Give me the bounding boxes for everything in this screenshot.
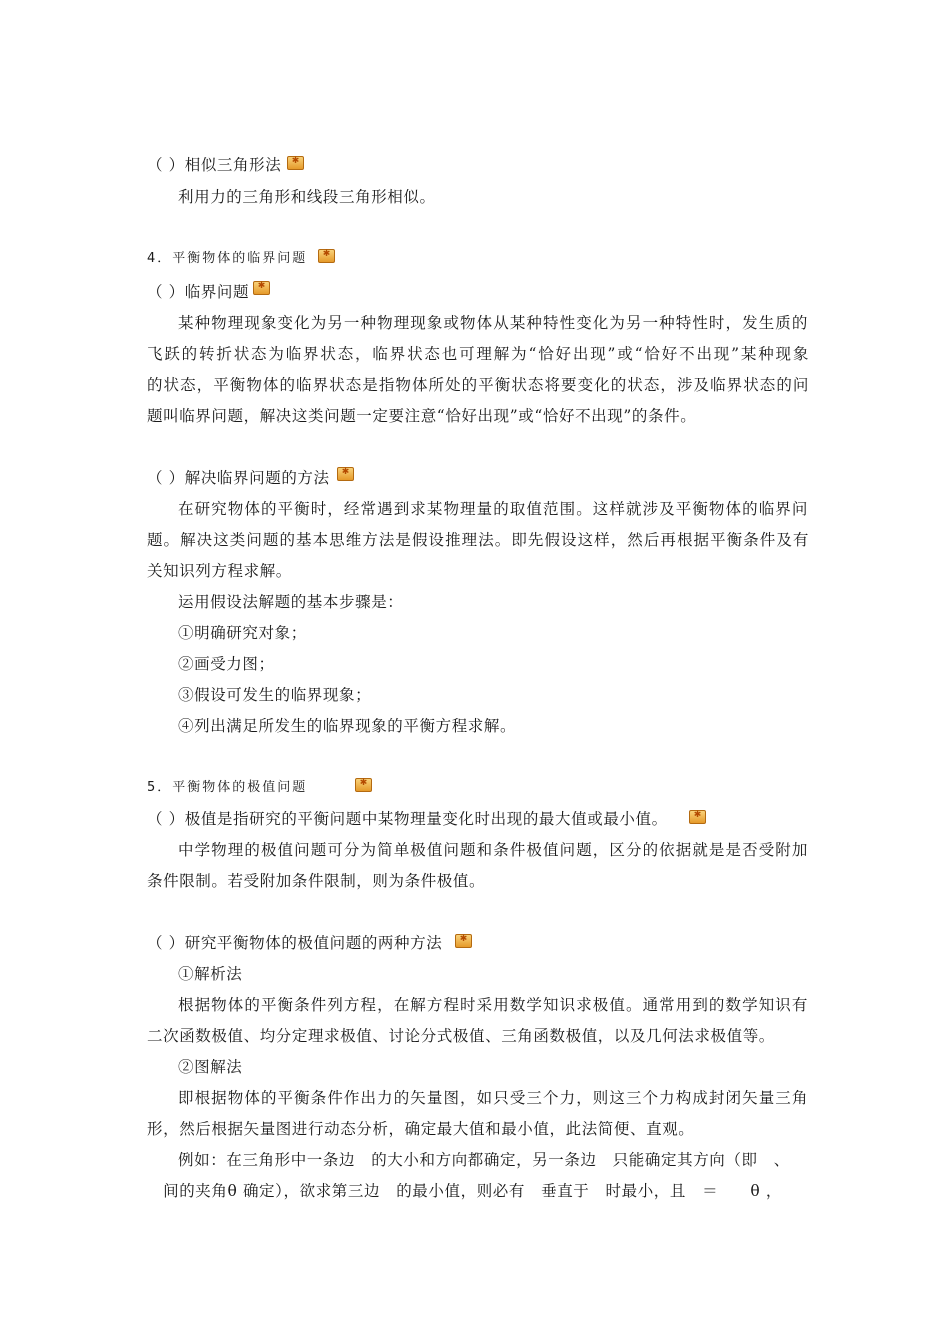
subheading-extremum-definition: （ ）极值是指研究的平衡问题中某物理量变化时出现的最大值或最小值。 (147, 810, 668, 828)
paragraph-line: 例如：在三角形中一条边 的大小和方向都确定，另一条边 只能确定其方向（即 、 (178, 1151, 790, 1169)
list-item: ②图解法 (178, 1058, 243, 1076)
note-icon[interactable] (455, 934, 472, 948)
paragraph-line: 关知识列方程求解。 (147, 562, 292, 580)
paragraph-line: 题。解决这类问题的基本思维方法是假设推理法。即先假设这样，然后再根据平衡条件及有 (147, 531, 809, 549)
list-item: ②画受力图； (178, 655, 275, 673)
list-item: ③假设可发生的临界现象； (178, 686, 372, 704)
section-heading-5: 5．平衡物体的极值问题 (147, 780, 308, 795)
paragraph-line: 形，然后根据矢量图进行动态分析，确定最大值和最小值，此法简便、直观。 (147, 1120, 695, 1138)
note-icon[interactable] (287, 156, 304, 170)
paragraph-line: 某种物理现象变化为另一种物理现象或物体从某种特性变化为另一种特性时，发生质的 (178, 314, 808, 332)
paragraph: 利用力的三角形和线段三角形相似。 (178, 188, 436, 206)
note-icon[interactable] (337, 467, 354, 481)
paragraph-line: 间的夹角θ 确定），欲求第三边 的最小值，则必有 垂直于 时最小，且 ＝ θ ， (147, 1182, 782, 1200)
subheading-extremum-methods: （ ）研究平衡物体的极值问题的两种方法 (147, 934, 443, 952)
paragraph-line: 即根据物体的平衡条件作出力的矢量图，如只受三个力，则这三个力构成封闭矢量三角 (178, 1089, 808, 1107)
note-icon[interactable] (355, 778, 372, 792)
subheading-similar-triangle: （ ）相似三角形法 (147, 156, 282, 174)
subheading-critical-problem: （ ）临界问题 (147, 283, 250, 301)
paragraph-line: 运用假设法解题的基本步骤是： (178, 593, 404, 611)
paragraph-line: 条件限制。若受附加条件限制，则为条件极值。 (147, 872, 486, 890)
section-heading-4: 4．平衡物体的临界问题 (147, 251, 308, 266)
note-icon[interactable] (689, 810, 706, 824)
paragraph-line: 二次函数极值、均分定理求极值、讨论分式极值、三角函数极值，以及几何法求极值等。 (147, 1027, 775, 1045)
paragraph-line: 中学物理的极值问题可分为简单极值问题和条件极值问题，区分的依据就是是否受附加 (178, 841, 808, 859)
paragraph-line: 的状态，平衡物体的临界状态是指物体所处的平衡状态将要变化的状态，涉及临界状态的问 (147, 376, 809, 394)
paragraph-line: 根据物体的平衡条件列方程，在解方程时采用数学知识求极值。通常用到的数学知识有 (178, 996, 808, 1014)
paragraph-line: 在研究物体的平衡时，经常遇到求某物理量的取值范围。这样就涉及平衡物体的临界问 (178, 500, 808, 518)
paragraph-line: 题叫临界问题，解决这类问题一定要注意“恰好出现”或“恰好不出现”的条件。 (147, 407, 697, 425)
list-item: ④列出满足所发生的临界现象的平衡方程求解。 (178, 717, 517, 735)
note-icon[interactable] (318, 249, 335, 263)
paragraph-line: 飞跃的转折状态为临界状态，临界状态也可理解为“恰好出现”或“恰好不出现”某种现象 (147, 345, 809, 363)
note-icon[interactable] (253, 281, 270, 295)
list-item: ①解析法 (178, 965, 243, 983)
subheading-critical-methods: （ ）解决临界问题的方法 (147, 469, 330, 487)
list-item: ①明确研究对象； (178, 624, 307, 642)
